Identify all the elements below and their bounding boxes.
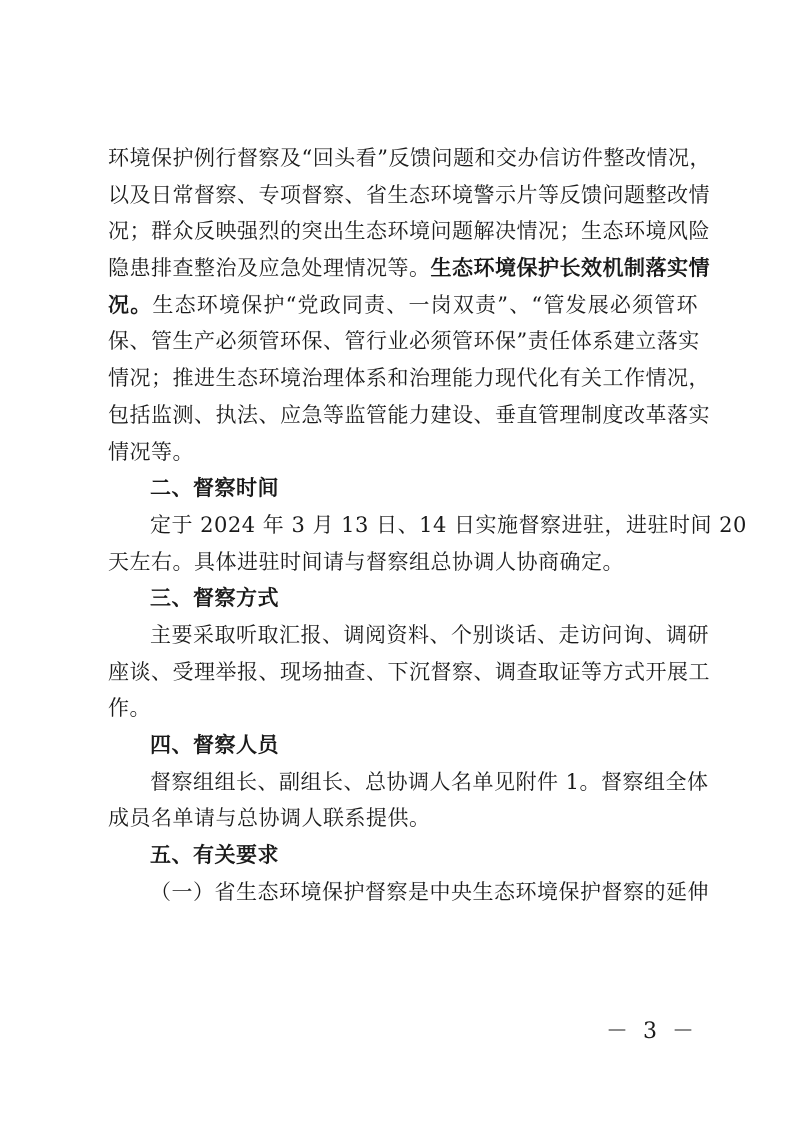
paragraph-line: 督察组组长、副组长、总协调人名单见附件 1。督察组全体 <box>150 769 709 794</box>
paragraph-line: 环境保护例行督察及“回头看”反馈问题和交办信访件整改情况， <box>108 146 711 170</box>
paragraph-text: 隐患排查整治及应急处理情况等。 <box>108 256 431 281</box>
paragraph-line: 主要采取听取汇报、调阅资料、个别谈话、走访问询、调研 <box>150 622 709 647</box>
paragraph-text: 生态环境保护“党政同责、一岗双责”、“管发展必须管环 <box>152 292 699 317</box>
bold-heading-text: 生态环境保护长效机制落实情 <box>430 256 710 281</box>
paragraph-line: 保、管生产必须管环保、管行业必须管环保”责任体系建立落实 <box>108 329 700 354</box>
paragraph-line: 天左右。具体进驻时间请与督察组总协调人协商确定。 <box>108 549 624 574</box>
section-heading: 三、督察方式 <box>150 586 279 611</box>
paragraph-line: 以及日常督察、专项督察、省生态环境警示片等反馈问题整改情 <box>108 182 710 207</box>
section-heading: 二、督察时间 <box>150 476 279 501</box>
paragraph-line: 定于 2024 年 3 月 13 日、14 日实施督察进驻，进驻时间 20 <box>150 512 747 537</box>
paragraph-line <box>108 287 698 324</box>
page-number: － 3 － <box>606 1019 698 1044</box>
paragraph-line: 情况；推进生态环境治理体系和治理能力现代化有关工作情况， <box>108 366 710 391</box>
paragraph-line: （一）省生态环境保护督察是中央生态环境保护督察的延伸 <box>150 879 709 904</box>
document-body <box>108 140 747 910</box>
bold-heading-text: 况。 <box>108 292 153 317</box>
paragraph-line: 成员名单请与总协调人联系提供。 <box>108 806 431 831</box>
paragraph-line: 座谈、受理举报、现场抽查、下沉督察、调查取证等方式开展工 <box>108 659 710 684</box>
section-heading: 五、有关要求 <box>150 843 279 868</box>
paragraph-line: 况；群众反映强烈的突出生态环境问题解决情况；生态环境风险 <box>108 219 710 244</box>
section-heading: 四、督察人员 <box>150 733 279 757</box>
paragraph-line <box>108 250 710 287</box>
paragraph-line: 情况等。 <box>108 439 194 464</box>
paragraph-line: 作。 <box>108 696 151 721</box>
paragraph-line: 包括监测、执法、应急等监管能力建设、垂直管理制度改革落实 <box>108 402 710 427</box>
